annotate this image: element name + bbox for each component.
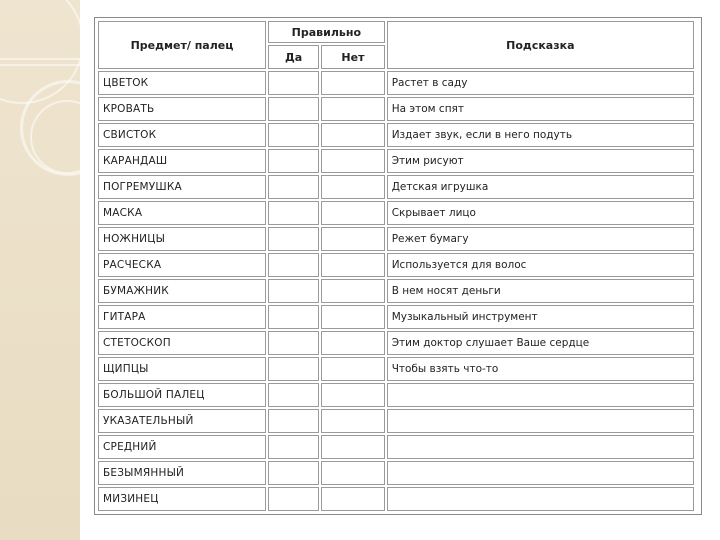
- no-answer-cell[interactable]: [321, 383, 385, 407]
- hint-cell: Издает звук, если в него подуть: [387, 123, 694, 147]
- yes-answer-cell[interactable]: [268, 279, 319, 303]
- table-row: [98, 305, 694, 329]
- yes-answer-cell[interactable]: [268, 383, 319, 407]
- no-answer-cell[interactable]: [321, 253, 385, 277]
- item-cell: КРОВАТЬ: [98, 97, 266, 121]
- item-cell: УКАЗАТЕЛЬНЫЙ: [98, 409, 266, 433]
- worksheet-frame: [94, 17, 702, 515]
- header-correct: Правильно: [268, 21, 385, 43]
- yes-answer-cell[interactable]: [268, 97, 319, 121]
- no-answer-cell[interactable]: [321, 71, 385, 95]
- item-cell: ГИТАРА: [98, 305, 266, 329]
- hint-cell: Растет в саду: [387, 71, 694, 95]
- hint-cell: [387, 383, 694, 407]
- item-cell: ЦВЕТОК: [98, 71, 266, 95]
- item-cell: СТЕТОСКОП: [98, 331, 266, 355]
- yes-answer-cell[interactable]: [268, 461, 319, 485]
- header-yes: Да: [268, 45, 319, 69]
- no-answer-cell[interactable]: [321, 305, 385, 329]
- item-cell: БЕЗЫМЯННЫЙ: [98, 461, 266, 485]
- hint-cell: Детская игрушка: [387, 175, 694, 199]
- worksheet-table: [96, 19, 696, 513]
- no-answer-cell[interactable]: [321, 331, 385, 355]
- table-row: [98, 409, 694, 433]
- table-row: [98, 175, 694, 199]
- no-answer-cell[interactable]: [321, 461, 385, 485]
- header-hint: Подсказка: [387, 21, 694, 69]
- no-answer-cell[interactable]: [321, 123, 385, 147]
- yes-answer-cell[interactable]: [268, 201, 319, 225]
- table-row: [98, 227, 694, 251]
- no-answer-cell[interactable]: [321, 279, 385, 303]
- table-row: [98, 123, 694, 147]
- hint-cell: В нем носят деньги: [387, 279, 694, 303]
- header-no: Нет: [321, 45, 385, 69]
- item-cell: МИЗИНЕЦ: [98, 487, 266, 511]
- no-answer-cell[interactable]: [321, 227, 385, 251]
- hint-cell: [387, 487, 694, 511]
- table-row: [98, 383, 694, 407]
- table-row: [98, 201, 694, 225]
- no-answer-cell[interactable]: [321, 487, 385, 511]
- table-row: [98, 253, 694, 277]
- table-row: [98, 97, 694, 121]
- item-cell: ПОГРЕМУШКА: [98, 175, 266, 199]
- decorative-line: [0, 64, 80, 66]
- item-cell: СРЕДНИЙ: [98, 435, 266, 459]
- yes-answer-cell[interactable]: [268, 71, 319, 95]
- no-answer-cell[interactable]: [321, 175, 385, 199]
- header-item: Предмет/ палец: [98, 21, 266, 69]
- table-row: [98, 331, 694, 355]
- yes-answer-cell[interactable]: [268, 487, 319, 511]
- decorative-line: [0, 58, 80, 60]
- yes-answer-cell[interactable]: [268, 305, 319, 329]
- yes-answer-cell[interactable]: [268, 227, 319, 251]
- no-answer-cell[interactable]: [321, 357, 385, 381]
- hint-cell: Скрывает лицо: [387, 201, 694, 225]
- no-answer-cell[interactable]: [321, 435, 385, 459]
- table-row: [98, 279, 694, 303]
- decorative-ring: [30, 100, 104, 174]
- yes-answer-cell[interactable]: [268, 409, 319, 433]
- no-answer-cell[interactable]: [321, 201, 385, 225]
- hint-cell: Чтобы взять что-то: [387, 357, 694, 381]
- hint-cell: [387, 409, 694, 433]
- table-row: [98, 461, 694, 485]
- table-row: [98, 71, 694, 95]
- no-answer-cell[interactable]: [321, 97, 385, 121]
- yes-answer-cell[interactable]: [268, 175, 319, 199]
- item-cell: КАРАНДАШ: [98, 149, 266, 173]
- table-body: [98, 71, 694, 511]
- yes-answer-cell[interactable]: [268, 435, 319, 459]
- yes-answer-cell[interactable]: [268, 253, 319, 277]
- table-row: [98, 149, 694, 173]
- table-row: [98, 435, 694, 459]
- hint-cell: На этом спят: [387, 97, 694, 121]
- item-cell: СВИСТОК: [98, 123, 266, 147]
- yes-answer-cell[interactable]: [268, 331, 319, 355]
- hint-cell: [387, 461, 694, 485]
- hint-cell: Используется для волос: [387, 253, 694, 277]
- yes-answer-cell[interactable]: [268, 149, 319, 173]
- item-cell: ЩИПЦЫ: [98, 357, 266, 381]
- item-cell: НОЖНИЦЫ: [98, 227, 266, 251]
- table-row: [98, 357, 694, 381]
- yes-answer-cell[interactable]: [268, 357, 319, 381]
- no-answer-cell[interactable]: [321, 149, 385, 173]
- hint-cell: [387, 435, 694, 459]
- hint-cell: Этим доктор слушает Ваше сердце: [387, 331, 694, 355]
- item-cell: РАСЧЕСКА: [98, 253, 266, 277]
- hint-cell: Этим рисуют: [387, 149, 694, 173]
- hint-cell: Музыкальный инструмент: [387, 305, 694, 329]
- no-answer-cell[interactable]: [321, 409, 385, 433]
- item-cell: БОЛЬШОЙ ПАЛЕЦ: [98, 383, 266, 407]
- yes-answer-cell[interactable]: [268, 123, 319, 147]
- decorative-side-panel: [0, 0, 80, 540]
- item-cell: МАСКА: [98, 201, 266, 225]
- item-cell: БУМАЖНИК: [98, 279, 266, 303]
- hint-cell: Режет бумагу: [387, 227, 694, 251]
- table-row: [98, 487, 694, 511]
